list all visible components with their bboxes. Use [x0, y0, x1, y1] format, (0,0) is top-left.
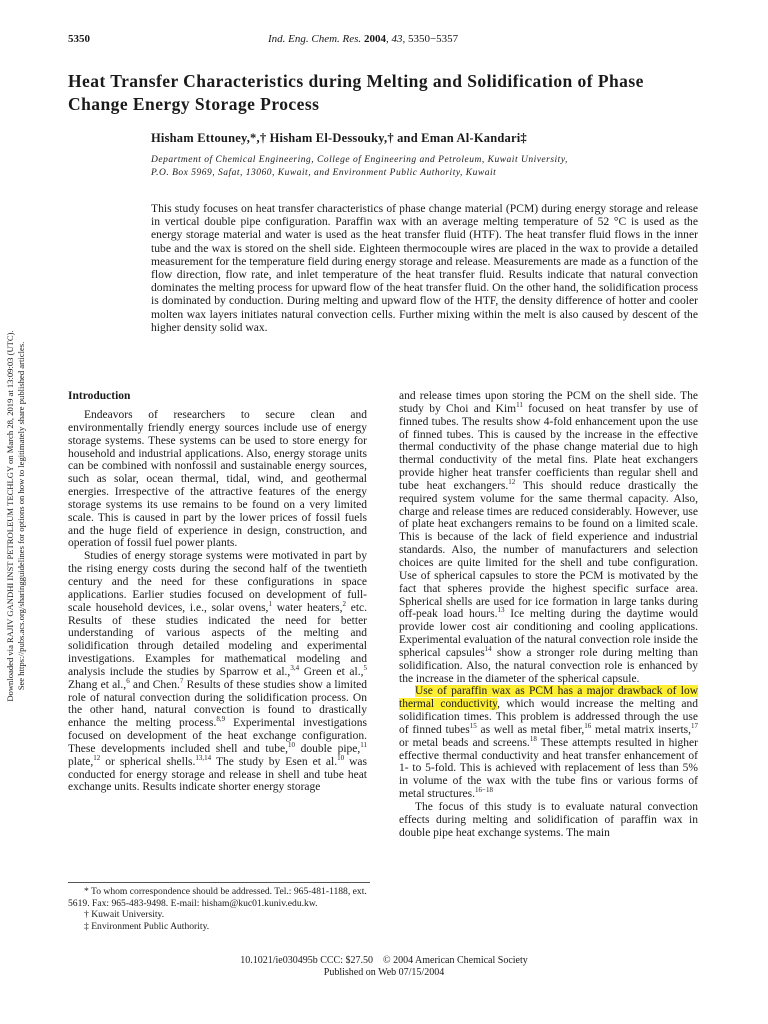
citation-ref: 7	[179, 676, 184, 685]
text-run: water heaters,	[271, 601, 343, 614]
text-run: and release times upon storing the PCM on the shell side. The study by Choi and Kim	[399, 390, 698, 415]
journal-abbrev: Ind. Eng. Chem. Res.	[268, 33, 362, 45]
page-number: 5350	[68, 33, 90, 45]
author-list: Hisham Ettouney,*,† Hisham El-Dessouky,† and Eman Al-Kandari‡	[151, 131, 527, 145]
citation-ref: 14	[484, 645, 492, 654]
text-run: plate,	[68, 755, 94, 768]
affiliation-line-1: Department of Chemical Engineering, College of Engineering and Petroleum, Kuwait University,	[151, 155, 568, 165]
text-run: as well as metal fiber,	[476, 723, 585, 736]
citation-ref: 12	[508, 478, 516, 487]
journal-pages: 5350−5357	[407, 33, 459, 45]
watermark-line-1: Downloaded via RAJIV GANDHI INST PETROLEUM TECHLGY on March 28, 2019 at 13:09:03 (UTC).	[5, 330, 15, 702]
citation-ref: 10	[288, 741, 296, 750]
text-run: Experimental investigations focused on development of the heat exchange configuration. These developments included shell and tube,	[68, 717, 367, 755]
citation-ref: 2	[342, 599, 346, 608]
text-run: Zhang et al.,	[68, 678, 127, 691]
text-run: Results of these studies show a limited role of natural convection during the solidification process. On the other hand, natural convection is found to drastically enhance the melting process.	[68, 678, 367, 730]
citation-ref: 8,9	[216, 715, 226, 724]
citation-ref: 13	[497, 606, 505, 615]
text-run: double pipe,	[295, 742, 361, 755]
article-title: Heat Transfer Characteristics during Melting and Solidification of Phase Change Energy Storage Process	[68, 71, 644, 114]
paragraph	[399, 390, 698, 685]
watermark-line-2: See https://pubs.acs.org/sharingguidelines for options on how to legitimately share published articles.	[16, 341, 26, 691]
text-run: focused on heat transfer by use of finned tubes. The results show 4-fold enhancement upon the use of finned tubes. This is caused by the increase in the effective thermal conductivity of the phase change material due to high thermal conductivity of the metal fins. Plate heat exchangers provide higher heat transfer coefficients than regular shell and tube heat exchangers.	[399, 402, 698, 492]
journal-year: 2004	[363, 33, 386, 45]
footnote-dagger: † Kuwait University.	[84, 909, 165, 921]
left-column	[68, 390, 367, 794]
paragraph	[68, 550, 367, 794]
section-heading-introduction: Introduction	[68, 390, 131, 402]
text-run: The study by Esen et al.	[211, 755, 338, 768]
text-run: or spherical shells.	[100, 755, 196, 768]
highlighted-text[interactable]: Use of paraffin wax as PCM has a major drawback of low thermal conductivity	[399, 685, 698, 711]
citation-ref: 1	[268, 599, 272, 608]
affiliation-line-2: P.O. Box 5969, Safat, 13060, Kuwait, and Environment Public Authority, Kuwait	[151, 168, 497, 178]
citation-ref: 5	[363, 664, 367, 673]
footer-doi: 10.1021/ie030495b CCC: $27.50 © 2004 American Chemical Society	[240, 955, 528, 966]
text-run: Studies of energy storage systems were motivated in part by the rising energy costs during the second half of the twentieth century and the need for these configurations in space applications. Earlier studies focused on development of full-scale household devices, i.e., solar ovens,	[68, 550, 367, 614]
citation-ref: 12	[93, 753, 101, 762]
paragraph: The focus of this study is to evaluate natural convection effects during melting and solidification of paraffin wax in double pipe heat exchange systems. The main	[399, 801, 698, 839]
text-run: was conducted for energy storage and release in shell and tube heat exchange units. Results indicate shorter energy storage	[68, 755, 367, 794]
paragraph: Endeavors of researchers to secure clean and environmentally friendly energy sources include use of energy storage systems. These systems can be used to store energy for household and industrial applications. Also, energy storage units can be combined with nonfossil and sustainable energy sources, such as solar, ocean thermal, tidal, wind, and geothermal energies. Irrespective of the attractive features of the energy storage systems its use remains to be found on a very limited scale. This is caused in part by the lower prices of fossil fuels and the huge field of experience in design, construction, and operation of fossil fuel power plants.	[68, 409, 367, 550]
text-run: , which would increase the melting and solidification times. This problem is addressed through the use of finned tubes	[399, 698, 699, 736]
journal-citation: Ind. Eng. Chem. Res. 2004, 43, 5350−5357	[268, 33, 459, 45]
footer-published: Published on Web 07/15/2004	[323, 967, 445, 978]
text-run: These attempts resulted in higher effective thermal conductivity and heat transfer enhancement of 1- to 5-fold. This is achieved with replacement of less than 5% in volume of the wax with the tube fins or various forms of metal structures.	[399, 736, 698, 801]
citation-ref: 10	[337, 753, 345, 762]
citation-ref: 11	[516, 401, 523, 410]
text-run: etc. Results of these studies indicated the need for better understanding of various aspects of the melting and solidification through detailed modeling and experimental investigations. Examples for mathematical modeling and analysis include the studies by Sparrow et al.,	[68, 601, 367, 678]
download-watermark	[4, 292, 28, 740]
footnote-double-dagger: ‡ Environment Public Authority.	[84, 920, 210, 932]
paragraph	[399, 685, 698, 801]
footnote-correspondence: * To whom correspondence should be addressed. Tel.: 965-481-1188, ext. 5619. Fax: 965-483-9498. E-mail: hisham@kuc01.kuniv.edu.kw.	[68, 886, 367, 909]
text-run: Ice melting during the daytime would provide lower cost air conditioning and cooling applications. Experimental evaluation of the natural convection role inside the spherical capsules	[399, 608, 698, 659]
citation-ref: 16−18	[475, 786, 493, 795]
text-run: This should reduce drastically the required system volume for the same thermal capacity. Also, charge and release times are reduced considerably. However, use of plate heat exchangers remains to be found on a limited scale. This is because of the lack of field experience and industrial standards. Also, the number of manufacturers and selection choices are quite limited for the shell and tube configuration. Use of spherical capsules to store the PCM is motivated by the fact that spheres provide the highest specific surface area. Spherical shells are used for ice formation in large tanks during off-peak load hours.	[399, 479, 698, 621]
right-column	[399, 390, 698, 840]
text-run: and Chen.	[129, 678, 180, 691]
citation-ref: 6	[126, 676, 130, 685]
affiliation	[151, 154, 711, 180]
text-run: or metal beads and screens.	[399, 736, 530, 749]
paragraph-continuation	[399, 698, 698, 800]
text-run: metal matrix inserts,	[591, 723, 691, 736]
footnotes	[68, 882, 370, 932]
citation-ref: 13,14	[195, 753, 212, 762]
text-run: show a stronger role during melting than solidification. Also, the natural convection role is enhanced by the increase in the diameter of the spherical capsule.	[399, 646, 698, 685]
page-footer	[0, 955, 768, 979]
abstract: This study focuses on heat transfer characteristics of phase change material (PCM) during energy storage and release in vertical double pipe configuration. Paraffin wax with an average melting temperature of 52 °C is used as the energy storage material and water is used as the heat transfer fluid (HTF). The heat transfer fluid flows in the inner tube and the wax is stored on the shell side. Eighteen thermocouple wires are placed in the wax to provide a detailed measurement for the temperature field during energy storage and release. Measurements are made as a function of the flow direction, flow rate, and inlet temperature of the heat transfer fluid. Results indicate that natural convection dominates the melting process for upward flow of the heat transfer fluid. On the other hand, the solidification process is dominated by conduction. During melting and upward flow of the HTF, the density difference of hotter and cooler molten wax layers initiates natural convection cells. Further mixing within the melt is also caused by descent of the higher density solid wax.	[151, 202, 698, 334]
citation-ref: 18	[529, 734, 537, 743]
citation-ref: 11	[360, 741, 367, 750]
journal-volume: 43	[391, 33, 403, 45]
citation-ref: 17	[691, 722, 698, 731]
citation-ref: 3,4	[290, 664, 300, 673]
citation-ref: 15	[469, 722, 477, 731]
text-run: Green et al.,	[299, 665, 364, 678]
citation-ref: 16	[584, 722, 592, 731]
